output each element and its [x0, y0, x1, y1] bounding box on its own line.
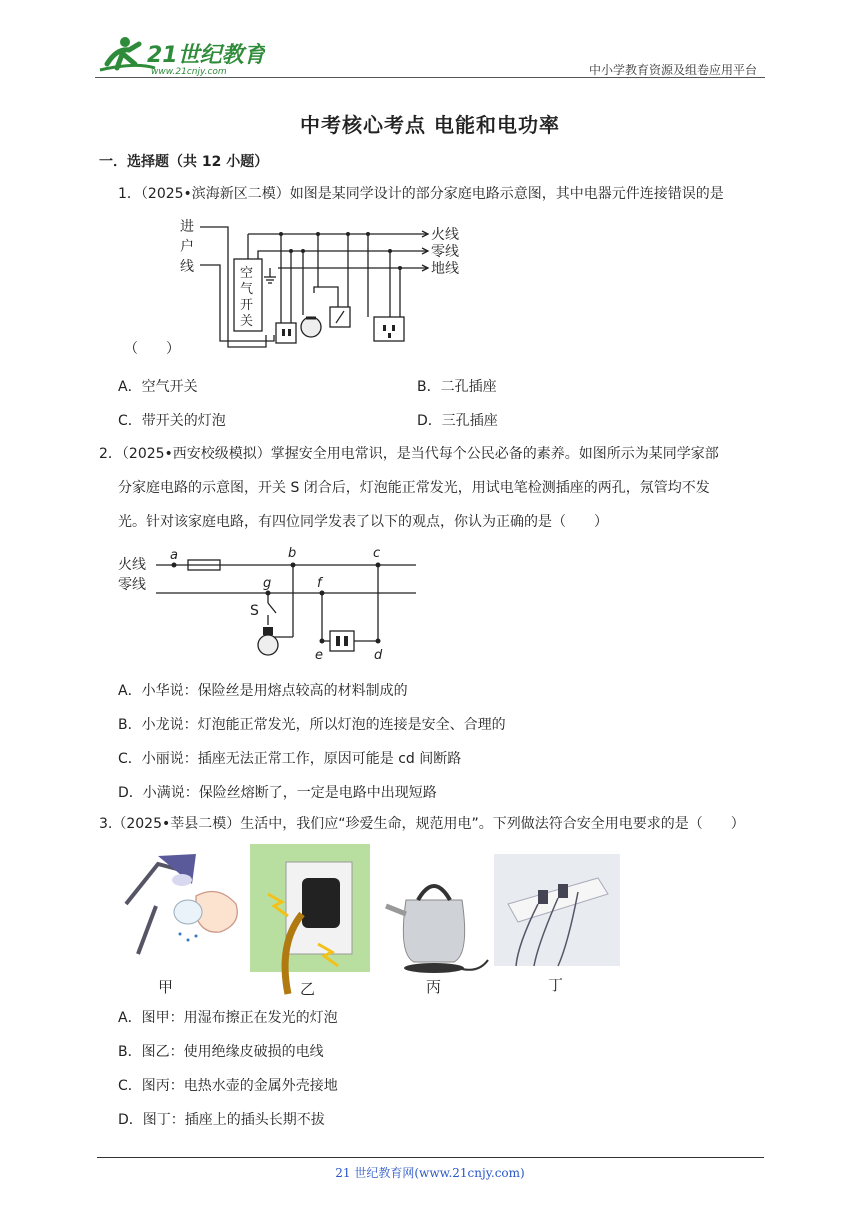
label-lingxian: 零线: [118, 577, 146, 593]
label-hu: 户: [180, 239, 194, 255]
logo-url: www.21cnjy.com: [151, 67, 227, 77]
question-1-option-d[interactable]: D．三孔插座: [417, 413, 498, 429]
question-1-paren: （ ）: [124, 341, 180, 357]
label-huoxian: 火线: [431, 227, 459, 243]
question-2-option-d[interactable]: D．小满说：保险丝熔断了，一定是电路中出现短路: [118, 785, 437, 801]
lamp-bulb-icon: [258, 627, 278, 655]
question-3-option-b[interactable]: B．图乙：使用绝缘皮破损的电线: [118, 1044, 324, 1060]
image-label-jia: 甲: [158, 978, 174, 996]
electric-kettle-icon: [386, 886, 488, 973]
question-2-stem-line1: 2．（2025•西安校级模拟）掌握安全用电常识，是当代每个公民必备的素养。如图所示为某同学家部: [99, 446, 719, 462]
label-e: e: [315, 648, 323, 663]
label-c: c: [373, 546, 381, 561]
question-1-option-a[interactable]: A．空气开关: [118, 379, 198, 395]
image-label-ding: 丁: [548, 976, 564, 994]
label-lingxian: 零线: [431, 244, 459, 260]
label-s: S: [250, 603, 259, 619]
socket-icon: [330, 631, 354, 651]
label-b: b: [288, 546, 297, 561]
question-3-images: [118, 844, 623, 1004]
section-heading: 一．选择题（共 12 小题）: [99, 154, 269, 170]
image-label-bing: 丙: [426, 978, 442, 996]
question-2-option-a[interactable]: A．小华说：保险丝是用熔点较高的材料制成的: [118, 683, 408, 699]
label-dixian: 地线: [431, 261, 459, 277]
question-3-option-a[interactable]: A．图甲：用湿布擦正在发光的灯泡: [118, 1010, 338, 1026]
label-a: a: [170, 548, 178, 563]
question-1-option-b[interactable]: B．二孔插座: [417, 379, 497, 395]
label-d: d: [374, 648, 383, 663]
question-1-stem: 1．（2025•滨海新区二模）如图是某同学设计的部分家庭电路示意图，其中电器元件连接错误的是: [118, 186, 724, 202]
header-divider: [95, 77, 765, 78]
logo-text: 21世纪教育: [147, 43, 265, 68]
lamp-bulb-icon: [301, 317, 321, 337]
question-3-stem: 3.（2025•莘县二模）生活中，我们应“珍爱生命，规范用电”。下列做法符合安全用电要求的是（ ）: [99, 816, 745, 832]
question-2-stem-line3: 光。针对该家庭电路，有四位同学发表了以下的观点，你认为正确的是（ ）: [118, 514, 608, 530]
desk-lamp-wet-cloth-icon: [126, 854, 237, 954]
question-2-stem-line2: 分家庭电路的示意图，开关 S 闭合后，灯泡能正常发光，用试电笔检测插座的两孔，氖管均不发: [118, 480, 710, 496]
label-switch-3: 开: [240, 298, 254, 313]
platform-name: 中小学教育资源及组卷应用平台: [588, 63, 757, 77]
label-f: f: [317, 576, 322, 591]
question-1-figure: [178, 215, 478, 359]
question-2-figure: [116, 545, 426, 671]
switch-icon: [336, 311, 344, 323]
label-huoxian: 火线: [118, 557, 146, 573]
label-switch-4: 关: [240, 314, 254, 329]
label-g: g: [263, 576, 272, 591]
image-label-yi: 乙: [300, 980, 316, 998]
question-3-option-c[interactable]: C．图丙：电热水壶的金属外壳接地: [118, 1078, 338, 1094]
question-3-option-d[interactable]: D．图丁：插座上的插头长期不拔: [118, 1112, 325, 1128]
question-2-option-b[interactable]: B．小龙说：灯泡能正常发光，所以灯泡的连接是安全、合理的: [118, 717, 506, 733]
question-1-option-c[interactable]: C．带开关的灯泡: [118, 413, 226, 429]
label-switch-1: 空: [240, 266, 254, 281]
logo: [95, 34, 265, 78]
damaged-plug-icon: [250, 844, 370, 994]
label-xian: 线: [180, 259, 194, 275]
label-jin: 进: [180, 219, 194, 235]
footer-text[interactable]: 21 世纪教育网(www.21cnjy.com): [335, 1166, 525, 1180]
label-switch-2: 气: [240, 282, 254, 297]
footer-divider: [97, 1157, 764, 1158]
page-title: 中考核心考点 电能和电功率: [300, 113, 560, 137]
power-strip-icon: [494, 854, 620, 966]
question-2-option-c[interactable]: C．小丽说：插座无法正常工作，原因可能是 cd 间断路: [118, 751, 462, 767]
